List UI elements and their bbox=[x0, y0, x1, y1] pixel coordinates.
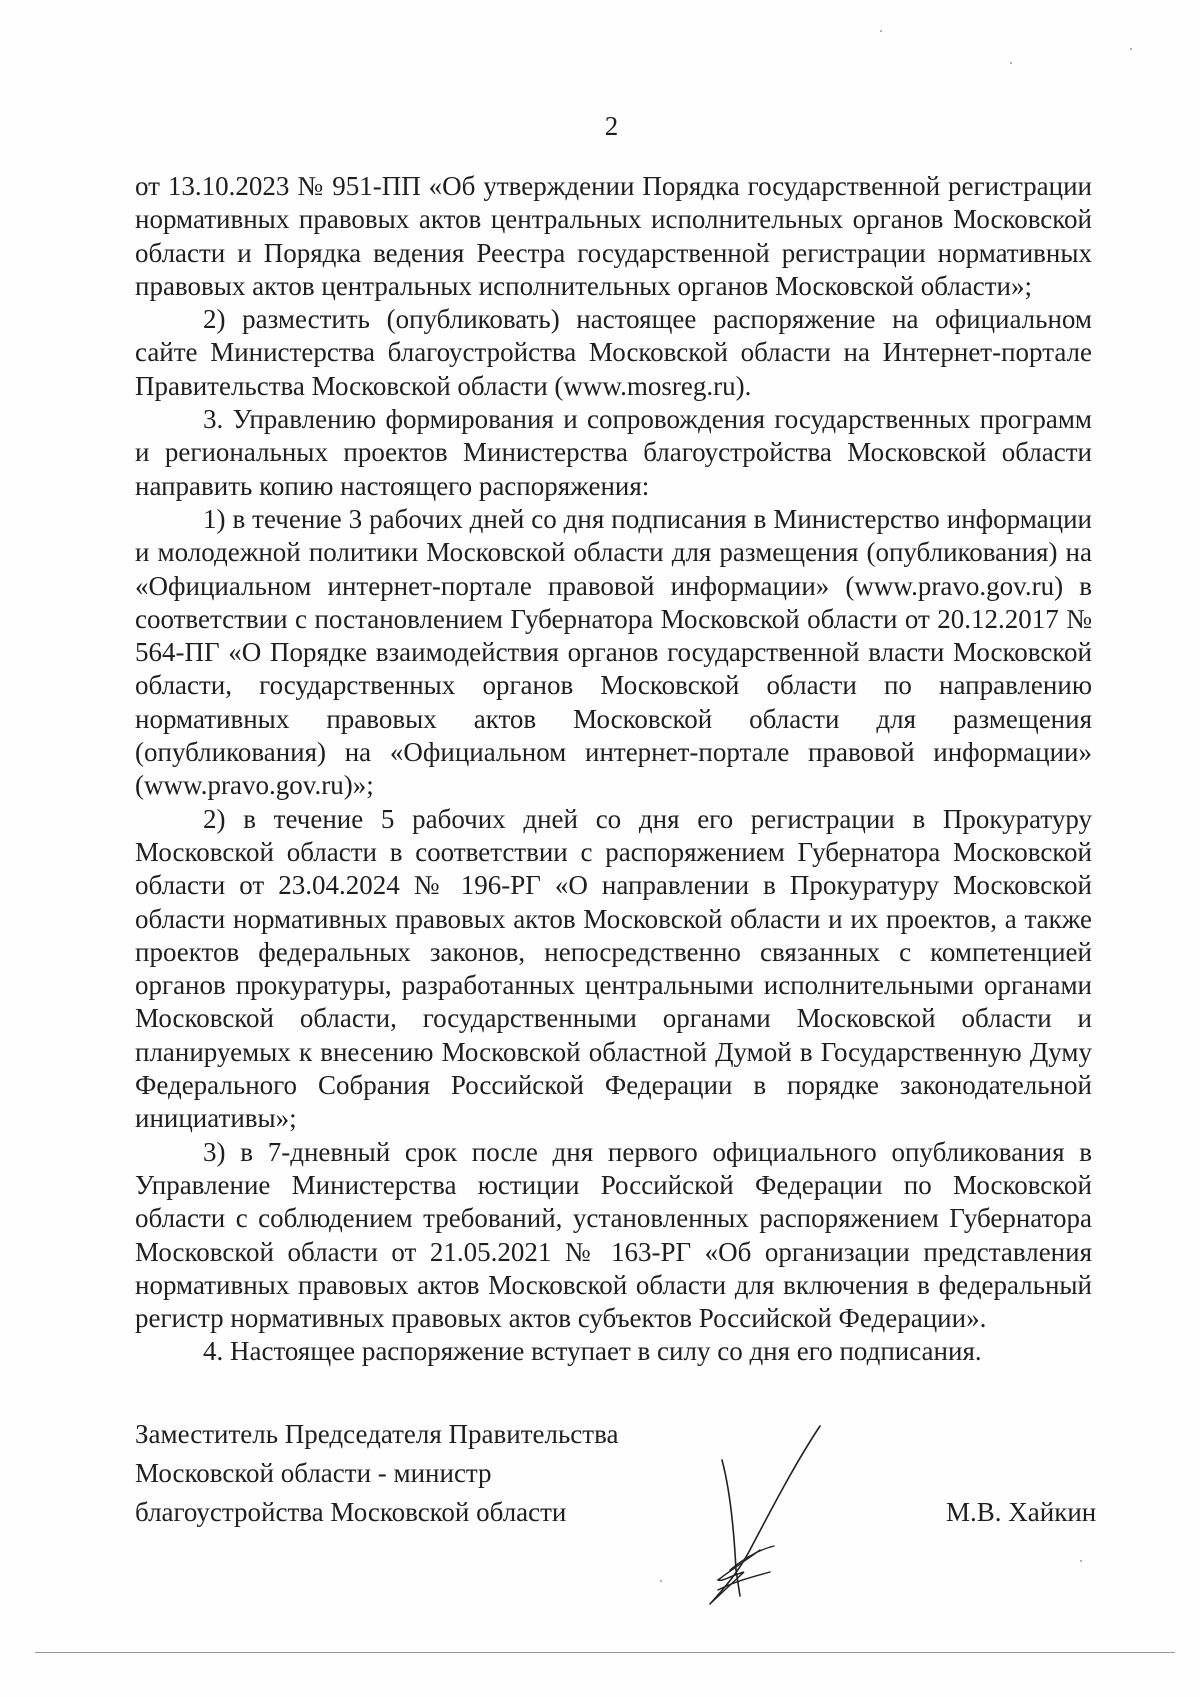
paragraph-continuation: от 13.10.2023 № 951-ПП «Об утверждении Порядка государственной регистрации нормативных правовых актов центральных исполнительных органов Московской области и Порядка ведения Реестра государственной регистрации нормативных правовых актов центральных исполнительных органов Московской области»; bbox=[135, 171, 1092, 301]
signatory-position bbox=[135, 1415, 695, 1532]
signatory-position-line: Московской области - министр bbox=[135, 1458, 492, 1488]
document-body bbox=[135, 170, 1092, 1369]
paragraph-subitem-3: 3) в 7-дневный срок после дня первого официального опубликования в Управление Министерства юстиции Российской Федерации по Московской области с соблюдением требований, установленных распоряжением Губернатора Московской области от 21.05.2021 № 163-РГ «Об организации представления нормативных правовых актов Московской области для включения в федеральный регистр нормативных правовых актов субъектов Российской Федерации». bbox=[135, 1136, 1092, 1334]
paragraph-subitem-1: 1) в течение 3 рабочих дней со дня подписания в Министерство информации и молодежной политики Московской области для размещения (опубликования) на «Официальном интернет-портале правовой информации» (www.pravo.gov.ru) в соответствии с постановлением Губернатора Московской области от 20.12.2017 № 564-ПГ «О Порядке взаимодействия органов государственной власти Московской области, государственных органов Московской области по направлению нормативных правовых актов Московской области для размещения (опубликования) на «Официальном интернет-портале правовой информации» (www.pravo.gov.ru)»; bbox=[135, 503, 1092, 801]
scan-speck bbox=[880, 30, 882, 32]
paragraph-publish-website: 2) разместить (опубликовать) настоящее распоряжение на официальном сайте Министерства благоустройства Московской области на Интернет-портале Правительства Московской области (www.mosreg.ru). bbox=[135, 304, 1092, 401]
scan-speck bbox=[1130, 48, 1132, 50]
page-number: 2 bbox=[604, 111, 619, 141]
signatory-name: М.В. Хайкин bbox=[946, 1497, 1097, 1527]
scan-speck bbox=[1080, 1560, 1082, 1562]
paragraph-item-4: 4. Настоящее распоряжение вступает в силу со дня его подписания. bbox=[203, 1336, 982, 1367]
signatory-position-line: благоустройства Московской области bbox=[135, 1497, 567, 1527]
handwritten-signature bbox=[700, 1420, 890, 1610]
paragraph-item-3: 3. Управлению формирования и сопровождения государственных программ и региональных проектов Министерства благоустройства Московской области направить копию настоящего распоряжения: bbox=[135, 404, 1092, 501]
scan-speck bbox=[660, 1580, 662, 1582]
paragraph-subitem-2: 2) в течение 5 рабочих дней со дня его регистрации в Прокуратуру Московской области в соответствии с распоряжением Губернатора Московской области от 23.04.2024 № 196-РГ «О направлении в Прокуратуру Московской области нормативных правовых актов Московской области и их проектов, а также проектов федеральных законов, непосредственно связанных с компетенцией органов прокуратуры, разработанных центральными исполнительными органами Московской области, государственными органами Московской области и планируемых к внесению Московской областной Думой в Государственную Думу Федерального Собрания Российской Федерации в порядке законодательной инициативы»; bbox=[135, 803, 1092, 1134]
signatory-position-line: Заместитель Председателя Правительства bbox=[135, 1419, 619, 1449]
scan-edge-line bbox=[35, 1652, 1175, 1653]
scan-speck bbox=[1010, 62, 1012, 64]
